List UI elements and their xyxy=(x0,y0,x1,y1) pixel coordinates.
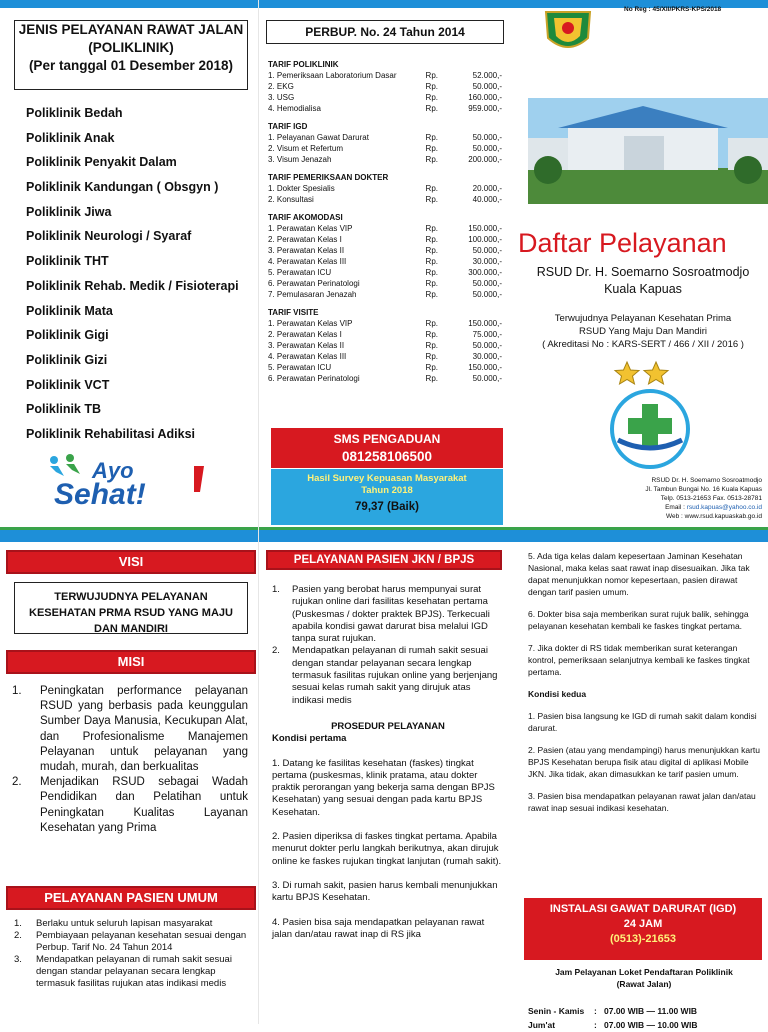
currency-label: Rp. xyxy=(425,363,438,372)
price-amount: 150.000,- xyxy=(468,224,502,233)
table-row xyxy=(268,154,502,165)
igd-title: INSTALASI GAWAT DARURAT (IGD) xyxy=(549,903,737,915)
table-row xyxy=(268,318,502,329)
table-row xyxy=(268,223,502,234)
tarif-price xyxy=(426,329,502,340)
table-row xyxy=(268,70,502,81)
tarif-price xyxy=(426,92,502,103)
item-number: 1. xyxy=(14,918,22,929)
kabupaten-emblem-icon xyxy=(542,8,594,56)
tarif-item: 3. Perawatan Kelas II xyxy=(268,341,345,350)
procedure-step: 1. Datang ke fasilitas kesehatan (faskes) tingkat pertama (puskesmas, klinik pratama, atau dokter praktik perorangan yang bekerja sama dengan BPJS Kesehatan) yang sesuai dengan pada kartu BPJS Kesehatan. xyxy=(272,757,495,818)
currency-label: Rp. xyxy=(425,195,438,204)
procedure-step: 7. Jika dokter di RS tidak memberikan surat keterangan kontrol, pemeriksaan selanjutnya kembali ke faskes tingkat pertama. xyxy=(528,643,750,677)
tarif-item: 1. Perawatan Kelas VIP xyxy=(268,319,353,328)
jam-heading-line: Jam Pelayanan Loket Pendaftaran Poliklinik xyxy=(555,967,733,977)
table-row xyxy=(268,329,502,340)
list-item: Poliklinik Bedah xyxy=(26,106,123,120)
poliklinik-title-line: (POLIKLINIK) xyxy=(88,40,174,55)
table-row xyxy=(268,256,502,267)
poliklinik-list xyxy=(26,106,256,452)
price-amount: 52.000,- xyxy=(472,71,502,80)
list-item: Poliklinik THT xyxy=(26,254,109,269)
column-divider xyxy=(258,0,259,1024)
price-amount: 20.000,- xyxy=(472,184,502,193)
tarif-price xyxy=(426,362,502,373)
tarif-item: 2. Perawatan Kelas I xyxy=(268,235,342,244)
tarif-item: 7. Pemulasaran Jenazah xyxy=(268,290,357,299)
price-amount: 50.000,- xyxy=(472,341,502,350)
tarif-price xyxy=(426,132,502,143)
currency-label: Rp. xyxy=(425,144,438,153)
motto-line: RSUD Yang Maju Dan Mandiri xyxy=(579,326,707,337)
contact-line: Jl. Tambun Bungai No. 16 Kuala Kapuas xyxy=(645,486,762,493)
procedure-step: 2. Pasien (atau yang mendampingi) harus menunjukkan kartu BPJS Kesehatan berupa fisik atau digital di aplikasi Mobile JKN. Jika tidak, akan dimasukkan ke tarif pasien umum. xyxy=(528,745,760,779)
jam-day: Jum'at xyxy=(528,1020,556,1030)
tarif-table xyxy=(268,52,502,384)
currency-label: Rp. xyxy=(425,279,438,288)
item-number: 2. xyxy=(272,645,280,657)
currency-label: Rp. xyxy=(425,246,438,255)
table-row xyxy=(268,289,502,300)
procedure-step: 5. Ada tiga kelas dalam kepesertaan Jaminan Kesehatan Nasional, maka kelas saat rawat inap disesuaikan. Jika tak dapat menunjukkan nomor kepesertaan, pasien dirawat dengan tarif pasien umum. xyxy=(528,551,750,597)
tarif-item: 6. Perawatan Perinatologi xyxy=(268,279,360,288)
list-item xyxy=(12,684,248,775)
price-amount: 150.000,- xyxy=(468,363,502,372)
table-row xyxy=(528,1004,764,1018)
prosedur-heading: PROSEDUR PELAYANAN xyxy=(331,720,445,732)
price-amount: 50.000,- xyxy=(472,279,502,288)
poliklinik-title-box xyxy=(14,20,248,90)
list-item xyxy=(12,775,248,836)
misi-list xyxy=(12,684,248,836)
tarif-section-title: TARIF AKOMODASI xyxy=(268,213,343,222)
table-row xyxy=(268,81,502,92)
item-number: 3. xyxy=(14,954,22,965)
currency-label: Rp. xyxy=(425,374,438,383)
table-row xyxy=(268,132,502,143)
visi-heading: VISI xyxy=(6,550,256,574)
jam-table xyxy=(528,1004,764,1032)
jam-time: 07.00 WIB — 11.00 WIB xyxy=(604,1006,698,1016)
tarif-item: 3. USG xyxy=(268,93,295,102)
list-item: Poliklinik Mata xyxy=(26,303,113,318)
tarif-price xyxy=(426,103,502,114)
poliklinik-title-line: (Per tanggal 01 Desember 2018) xyxy=(28,58,234,73)
item-text: Peningkatan performance pelayanan RSUD yang berbasis pada keunggulan Sumber Daya Manusia, Kecukupan Alat, dan Profesionalisme Manajemen Pelayanan untuk pelayanan yang mudah, murah, dan berkualitas xyxy=(40,685,248,774)
tarif-section-title: TARIF IGD xyxy=(268,122,308,131)
price-amount: 30.000,- xyxy=(472,352,502,361)
table-row xyxy=(268,245,502,256)
tarif-item: 6. Perawatan Perinatologi xyxy=(268,374,360,383)
list-item: Poliklinik Rehabilitasi Adiksi xyxy=(26,426,196,441)
sehat-text: Sehat! xyxy=(54,478,146,508)
tarif-price xyxy=(426,278,502,289)
tarif-price xyxy=(426,223,502,234)
tarif-price xyxy=(426,351,502,362)
tarif-price xyxy=(426,234,502,245)
currency-label: Rp. xyxy=(425,224,438,233)
hospital-building-photo xyxy=(528,98,768,204)
sms-number: 081258106500 xyxy=(341,449,433,464)
tarif-item: 1. Pemeriksaan Laboratorium Dasar xyxy=(268,71,397,80)
price-amount: 300.000,- xyxy=(468,268,502,277)
misi-heading: MISI xyxy=(6,650,256,674)
tarif-item: 5. Perawatan ICU xyxy=(268,268,332,277)
jam-time: 07.00 WIB — 10.00 WIB xyxy=(604,1020,698,1030)
price-amount: 40.000,- xyxy=(472,195,502,204)
list-item: Poliklinik Anak xyxy=(26,130,115,145)
tarif-price xyxy=(426,194,502,205)
list-item: Poliklinik VCT xyxy=(26,377,110,392)
subtitle-line: RSUD Dr. H. Soemarno Sosroatmodjo xyxy=(536,265,750,279)
contact-line: Telp. 0513-21653 Fax. 0513-28781 xyxy=(660,495,762,502)
currency-label: Rp. xyxy=(425,82,438,91)
running-figures-icon xyxy=(50,454,80,476)
price-amount: 50.000,- xyxy=(472,133,502,142)
procedure-step: 3. Pasien bisa mendapatkan pelayanan rawat jalan dan/atau rawat inap sesuai indikasi kesehatan. xyxy=(528,791,756,813)
list-item xyxy=(14,918,254,930)
tarif-price xyxy=(426,154,502,165)
item-number: 2. xyxy=(12,776,22,789)
price-amount: 50.000,- xyxy=(472,246,502,255)
list-item xyxy=(14,954,254,990)
procedure-step: 4. Pasien bisa saja mendapatkan pelayanan rawat jalan dan/atau rawat inap di RS jika xyxy=(272,916,485,940)
motto-line: Terwujudnya Pelayanan Kesehatan Prima xyxy=(554,313,732,324)
procedure-step: 3. Di rumah sakit, pasien harus kembali menunjukkan kartu BPJS Kesehatan. xyxy=(272,879,498,904)
tarif-section-title: TARIF PEMERIKSAAN DOKTER xyxy=(268,173,389,182)
poliklinik-title-line: JENIS PELAYANAN RAWAT JALAN xyxy=(18,22,244,37)
table-row xyxy=(268,143,502,154)
ayo-text: Ayo xyxy=(92,458,134,483)
web-link[interactable]: Web : www.rsud.kapuaskab.go.id xyxy=(666,513,762,520)
table-row xyxy=(268,92,502,103)
igd-hours: 24 JAM xyxy=(623,918,663,930)
jkn-heading: PELAYANAN PASIEN JKN / BPJS xyxy=(266,550,502,570)
price-amount: 50.000,- xyxy=(472,374,502,383)
table-row xyxy=(268,103,502,114)
price-amount: 50.000,- xyxy=(472,144,502,153)
list-item xyxy=(272,584,504,645)
sms-title: SMS PENGADUAN xyxy=(333,432,441,446)
currency-label: Rp. xyxy=(425,184,438,193)
tarif-price xyxy=(426,267,502,278)
tarif-item: 1. Dokter Spesialis xyxy=(268,184,335,193)
survey-box xyxy=(271,469,503,525)
visi-text xyxy=(14,582,248,634)
tarif-item: 2. EKG xyxy=(268,82,294,91)
jam-heading xyxy=(528,966,760,990)
cover-title: Daftar Pelayanan xyxy=(518,228,727,258)
sms-pengaduan-box xyxy=(271,428,503,468)
visi-line: TERWUJUDNYA PELAYANAN xyxy=(54,591,208,603)
currency-label: Rp. xyxy=(425,155,438,164)
mid-accent-bar xyxy=(0,530,768,542)
currency-label: Rp. xyxy=(425,290,438,299)
survey-value: 79,37 (Baik) xyxy=(355,501,419,513)
table-row xyxy=(268,267,502,278)
item-text: Menjadikan RSUD sebagai Wadah Pendidikan dan Pelatihan untuk Peningkatan Kualitas Layanan Kesehatan yang Prima xyxy=(40,776,248,834)
tarif-item: 2. Perawatan Kelas I xyxy=(268,330,342,339)
price-amount: 75.000,- xyxy=(472,330,502,339)
survey-title-line: Tahun 2018 xyxy=(361,485,413,496)
currency-label: Rp. xyxy=(425,133,438,142)
cover-motto xyxy=(518,312,768,351)
tarif-item: 5. Perawatan ICU xyxy=(268,363,332,372)
list-item: Poliklinik Kandungan ( Obsgyn ) xyxy=(26,180,219,195)
currency-label: Rp. xyxy=(425,352,438,361)
procedure-continued xyxy=(528,550,760,824)
survey-title-line: Hasil Survey Kepuasan Masyarakat xyxy=(307,473,467,484)
tarif-price xyxy=(426,143,502,154)
perbup-title: PERBUP. No. 24 Tahun 2014 xyxy=(266,20,504,44)
table-row xyxy=(268,234,502,245)
price-amount: 150.000,- xyxy=(468,319,502,328)
tarif-section-title: TARIF POLIKLINIK xyxy=(268,60,339,69)
tarif-section-title: TARIF VISITE xyxy=(268,308,319,317)
item-text: Pembiayaan pelayanan kesehatan sesuai dengan Perbup. Tarif No. 24 Tahun 2014 xyxy=(36,930,247,953)
list-item: Poliklinik Jiwa xyxy=(26,204,112,219)
table-row xyxy=(268,373,502,384)
kondisi-pertama-heading: Kondisi pertama xyxy=(272,733,347,745)
tarif-price xyxy=(426,70,502,81)
tarif-item: 2. Visum et Refertum xyxy=(268,144,343,153)
rsud-emblem-icon xyxy=(608,386,692,472)
tarif-item: 4. Hemodialisa xyxy=(268,104,321,113)
tarif-item: 4. Perawatan Kelas III xyxy=(268,352,347,361)
tarif-item: 3. Perawatan Kelas II xyxy=(268,246,345,255)
tarif-price xyxy=(426,81,502,92)
price-amount: 160.000,- xyxy=(468,93,502,102)
currency-label: Rp. xyxy=(425,257,438,266)
motto-line: ( Akreditasi No : KARS-SERT / 466 / XII / 2016 ) xyxy=(542,339,744,350)
table-row xyxy=(268,278,502,289)
item-text: Mendapatkan pelayanan di rumah sakit sesuai dengan standar pelayanan secara lengkap termasuk fasilitas rujukan online yang berjenjang sesuai kelas rumah sakit yang dirujuk atas indikasi medis xyxy=(292,645,498,706)
currency-label: Rp. xyxy=(425,71,438,80)
list-item: Poliklinik Rehab. Medik / Fisioterapi xyxy=(26,278,239,293)
jam-colon: : xyxy=(594,1006,597,1016)
list-item xyxy=(272,645,504,706)
tarif-item: 4. Perawatan Kelas III xyxy=(268,257,347,266)
item-number: 1. xyxy=(12,685,22,697)
list-item: Poliklinik Gigi xyxy=(26,328,109,343)
list-item: Poliklinik Penyakit Dalam xyxy=(26,155,177,170)
table-row xyxy=(268,362,502,373)
item-text: Berlaku untuk seluruh lapisan masyarakat xyxy=(36,918,213,929)
list-item: Poliklinik Neurologi / Syaraf xyxy=(26,229,192,244)
procedure-step: 6. Dokter bisa saja memberikan surat rujuk balik, sehingga pelayanan kesehatan kembali ke faskes tingkat pertama. xyxy=(528,609,749,631)
contact-line: RSUD Dr. H. Soemarno Sosroatmodjo xyxy=(651,477,762,484)
subtitle-line: Kuala Kapuas xyxy=(604,282,682,296)
igd-phone: (0513)-21653 xyxy=(609,933,677,945)
price-amount: 30.000,- xyxy=(472,257,502,266)
jkn-content xyxy=(272,584,504,941)
visi-line: KESEHATAN PRMA RSUD YANG MAJU xyxy=(29,607,233,619)
tarif-price xyxy=(426,318,502,329)
currency-label: Rp. xyxy=(425,330,438,339)
table-row xyxy=(268,351,502,362)
currency-label: Rp. xyxy=(425,93,438,102)
currency-label: Rp. xyxy=(425,341,438,350)
noreg-text: No Reg : 45/XII/PKRS-KPS/2018 xyxy=(624,6,722,13)
list-item: Poliklinik Gizi xyxy=(26,352,108,367)
tarif-item: 1. Pelayanan Gawat Darurat xyxy=(268,133,369,142)
procedure-step: 1. Pasien bisa langsung ke IGD di rumah sakit dalam kondisi darurat. xyxy=(528,711,757,733)
kondisi-kedua-heading: Kondisi kedua xyxy=(528,689,587,699)
currency-label: Rp. xyxy=(425,104,438,113)
exclaim-accent xyxy=(194,466,204,492)
table-row xyxy=(268,340,502,351)
jam-day: Senin - Kamis xyxy=(528,1006,585,1016)
tarif-price xyxy=(426,256,502,267)
item-text: Mendapatkan pelayanan di rumah sakit sesuai dengan standar pelayanan secara lengkap termasuk fasilitas rujukan atas indikasi medis xyxy=(36,954,232,989)
item-number: 2. xyxy=(14,930,22,941)
list-item: Poliklinik TB xyxy=(26,402,102,417)
jam-colon: : xyxy=(594,1020,597,1030)
price-amount: 959.000,- xyxy=(468,104,502,113)
list-item xyxy=(14,930,254,954)
cover-subtitle xyxy=(518,264,768,298)
tarif-item: 1. Perawatan Kelas VIP xyxy=(268,224,353,233)
tarif-item: 2. Konsultasi xyxy=(268,195,314,204)
currency-label: Rp. xyxy=(425,319,438,328)
table-row xyxy=(268,194,502,205)
contact-info xyxy=(590,476,762,521)
price-amount: 200.000,- xyxy=(468,155,502,164)
procedure-step: 2. Pasien diperiksa di faskes tingkat pertama. Apabila menurut dokter perlu langkah berikutnya, akan dirujuk online ke faskes rujukan tingkat lanjutan (rumah sakit). xyxy=(272,831,502,867)
tarif-price xyxy=(426,340,502,351)
email-row xyxy=(590,503,762,512)
ayo-sehat-logo xyxy=(44,452,220,508)
tarif-item: 3. Visum Jenazah xyxy=(268,155,332,164)
currency-label: Rp. xyxy=(425,235,438,244)
tarif-price xyxy=(426,245,502,256)
umum-heading: PELAYANAN PASIEN UMUM xyxy=(6,886,256,910)
table-row xyxy=(268,183,502,194)
visi-line: DAN MANDIRI xyxy=(94,623,168,635)
price-amount: 50.000,- xyxy=(472,82,502,91)
email-label: Email : xyxy=(665,504,687,511)
item-number: 1. xyxy=(272,584,280,595)
item-text: Pasien yang berobat harus mempunyai surat rujukan online dari fasilitas kesehatan pertama (Puskesmas / dokter praktek BPJS). Terkecuali apabila kondisi gawat darurat bisa melalui IGD tanpa surat rujukan. xyxy=(292,584,490,645)
table-row xyxy=(528,1018,764,1032)
email-link[interactable]: rsud.kapuas@yahoo.co.id xyxy=(686,504,762,511)
currency-label: Rp. xyxy=(425,268,438,277)
jam-heading-line: (Rawat Jalan) xyxy=(616,979,672,989)
umum-list xyxy=(14,918,254,990)
price-amount: 100.000,- xyxy=(468,235,502,244)
tarif-price xyxy=(426,289,502,300)
accreditation-stars-icon xyxy=(612,360,672,386)
igd-box xyxy=(524,898,762,960)
price-amount: 50.000,- xyxy=(472,290,502,299)
tarif-price xyxy=(426,183,502,194)
tarif-price xyxy=(426,373,502,384)
